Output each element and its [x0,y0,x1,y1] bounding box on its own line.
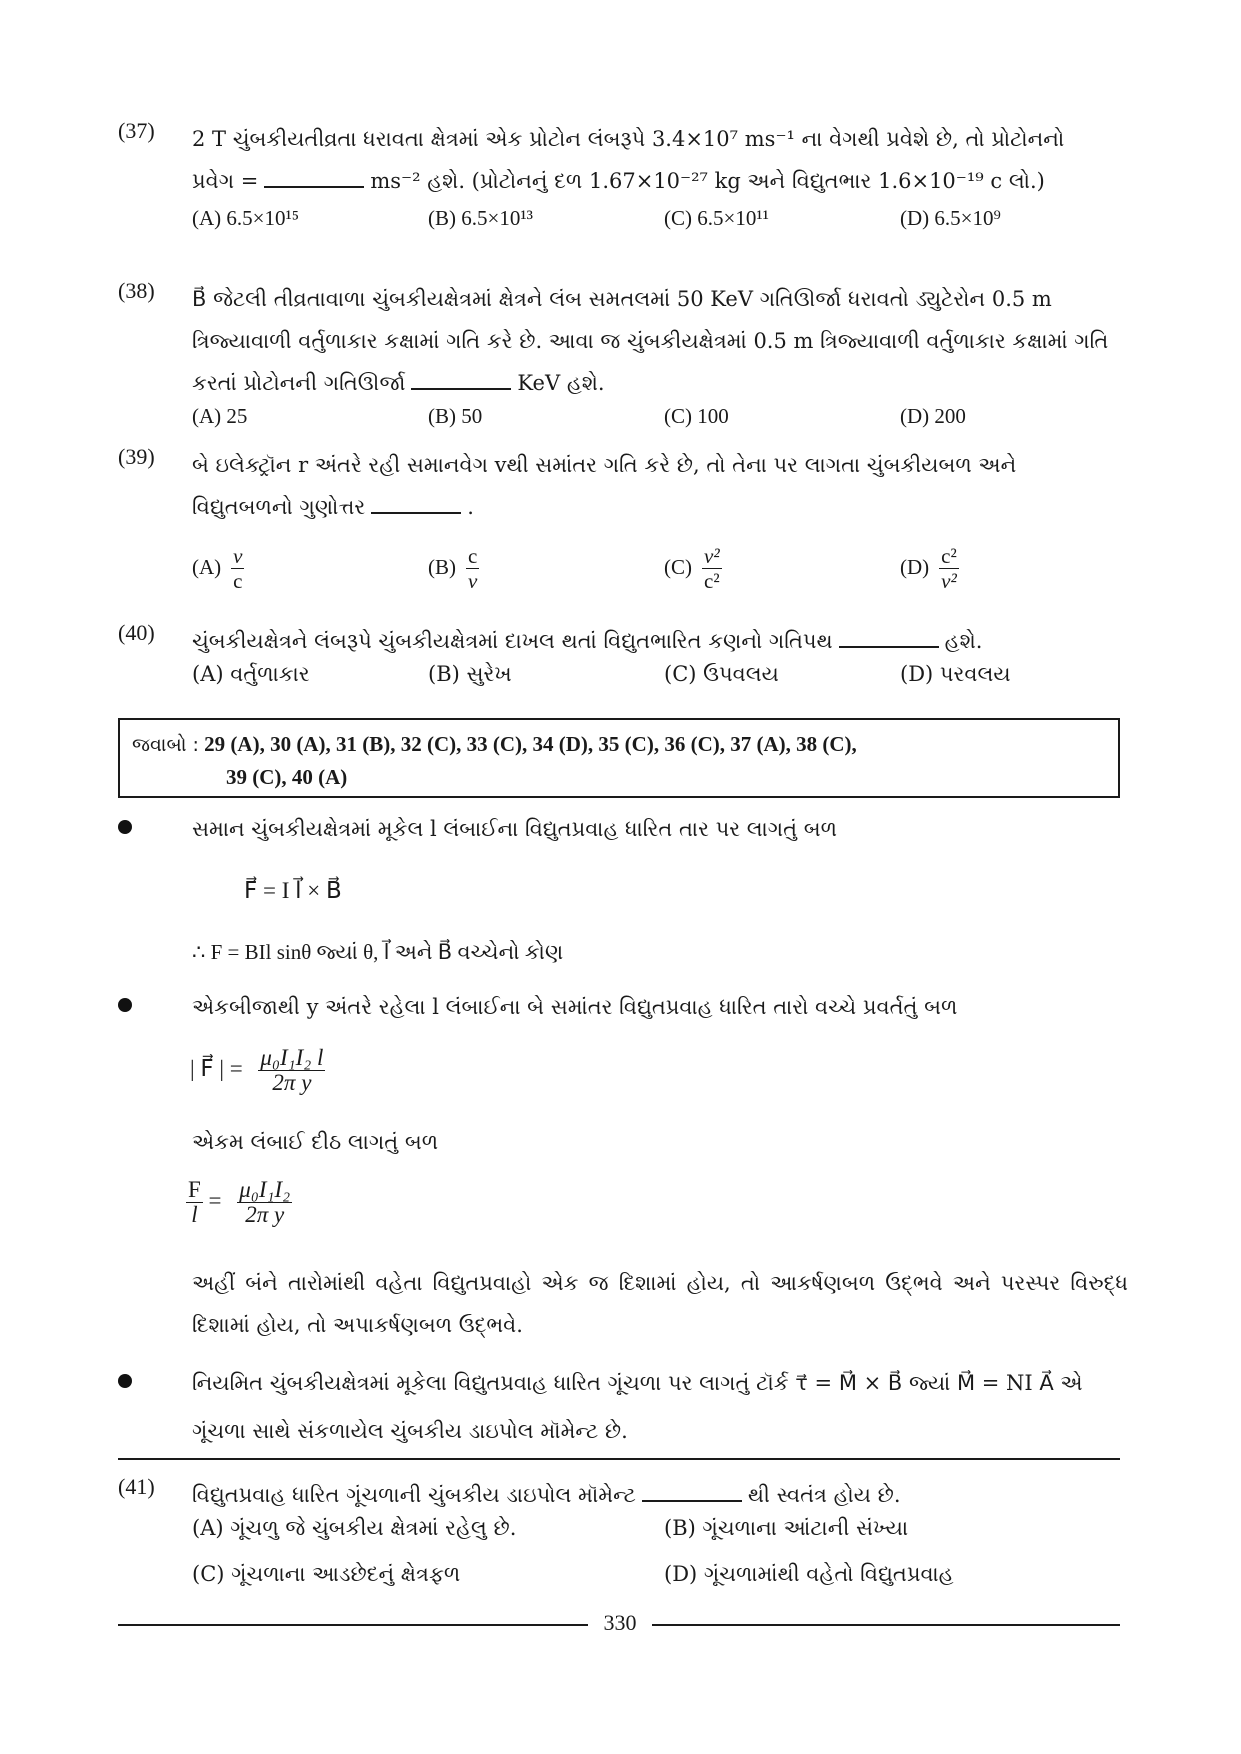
option-c: (C) ગૂંચળાના આડછેદનું ક્ષેત્રફળ [192,1562,461,1586]
force-magnitude-formula: ∴ F = BIl sinθ જ્યાં θ, l⃗ અને B⃗ વચ્ચેનો કોણ [192,940,564,964]
question-text [192,278,1128,404]
fraction-denominator: l [191,1202,198,1227]
bullet-dot [118,1374,132,1388]
question-37 [118,118,1128,246]
footer-rule-left [118,1624,588,1626]
answer-blank [371,494,461,514]
note-line: ગૂંચળા સાથે સંકળાયેલ ચુંબકીય ડાઇપોલ મૉમેન્ટ છે. [192,1419,628,1443]
question-number: (39) [118,444,155,469]
force-per-length-formula [186,1178,292,1227]
answer-key-values: 39 (C), 40 (A) [226,765,348,789]
question-line-part: કરતાં પ્રોટોનની ગતિઊર્જા [192,371,406,395]
fraction-denominator: 2π y [245,1202,285,1227]
question-line [192,160,1128,202]
option-label: (C) [664,555,692,579]
question-line-part: ms⁻² હશે. (પ્રોટોનનું દળ 1.67×10⁻²⁷ kg અને વિદ્યુતભાર 1.6×10⁻¹⁹ c લો.) [370,169,1045,193]
options-row [192,206,1128,246]
option-c: (C) ઉપવલય [664,662,779,686]
option-d: (D) 6.5×10⁹ [900,206,1001,230]
fraction-denominator: v² [941,569,957,593]
question-line [192,1474,1128,1516]
question-number: (41) [118,1474,155,1499]
fraction-numerator: c² [941,544,957,568]
section-divider [118,1458,1120,1460]
option-a: (A) વર્તુળાકાર [192,662,310,686]
question-line-part: ચુંબકીયક્ષેત્રને લંબરૂપે ચુંબકીયક્ષેત્રમાં દાખલ થતાં વિદ્યુતભારિત કણનો ગતિપથ [192,629,833,653]
question-line-part: હશે. [944,629,983,653]
question-line [192,362,1128,404]
fraction-denominator: v [468,569,478,593]
fraction-numerator: v² [704,544,720,568]
answer-key-line [132,728,1106,761]
option-b: (B) 6.5×10¹³ [428,206,533,230]
note-text: એકબીજાથી y અંતરે રહેલા l લંબાઈના બે સમાંતર વિદ્યુતપ્રવાહ ધારિત તારો વચ્ચે પ્રવર્તતું બળ [192,995,958,1019]
note-bullet-3 [118,1362,1128,1452]
question-38 [118,278,1128,444]
note-text: એકમ લંબાઈ દીઠ લાગતું બળ [192,1130,439,1154]
fraction [237,1178,292,1227]
fraction-numerator: c [468,544,478,568]
option-a: (A) ગૂંચળુ જે ચુંબકીય ક્ષેત્રમાં રહેલુ છે. [192,1516,517,1540]
fraction-numerator: v [233,544,243,568]
page-number: 330 [603,1610,637,1635]
question-line [192,486,1128,528]
bullet-dot [118,820,132,834]
option-c [664,544,722,593]
question-number: (40) [118,620,155,645]
options-row [192,544,1128,608]
question-text [192,444,1128,528]
option-a: (A) 25 [192,404,248,428]
note-bullet-1 [118,808,1128,850]
formula-equals: = [208,1187,222,1213]
answer-key-box [118,718,1120,798]
question-text [192,620,1128,662]
option-b: (B) સુરેખ [428,662,512,686]
formula-lhs: | F⃗ | = [190,1055,243,1081]
question-line: બે ઇલેક્ટ્રૉન r અંતરે રહી સમાનવેગ vથી સમાંતર ગતિ કરે છે, તો તેના પર લાગતા ચુંબકીયબળ અને [192,453,1017,477]
question-line: 2 T ચુંબકીયતીવ્રતા ધરાવતા ક્ષેત્રમાં એક પ્રોટોન લંબરૂપે 3.4×10⁷ ms⁻¹ ના વેગથી પ્રવેશે છે, તો પ્રોટોનનો [192,127,1065,151]
note-text [192,1362,1128,1452]
answer-key-values: 29 (A), 30 (A), 31 (B), 32 (C), 33 (C), 34 (D), 35 (C), 36 (C), 37 (A), 38 (C), [204,732,857,756]
note-text: સમાન ચુંબકીયક્ષેત્રમાં મૂકેલ l લંબાઈના વિદ્યુતપ્રવાહ ધારિત તાર પર લાગતું બળ [192,817,837,841]
note-line: નિયમિત ચુંબકીયક્ષેત્રમાં મૂકેલા વિદ્યુતપ્રવાહ ધારિત ગૂંચળા પર લાગતું ટૉર્ક τ⃗ = M⃗ × B⃗ જ્યાં M⃗ = NI A⃗ એ [192,1371,1083,1395]
option-d: (D) 200 [900,404,966,428]
options-row [192,1562,1128,1602]
question-line-part: થી સ્વતંત્ર હોય છે. [747,1483,901,1507]
option-b: (B) ગૂંચળાના આંટાની સંખ્યા [664,1516,909,1540]
question-39 [118,444,1128,608]
parallel-wire-force-formula [190,1046,325,1095]
fraction [466,544,479,593]
fraction-denominator: 2π y [272,1070,312,1095]
question-line-part: KeV હશે. [517,371,605,395]
fraction [258,1046,325,1095]
options-row [192,404,1128,444]
option-label: (D) [900,555,930,579]
answer-blank [642,1482,742,1502]
question-line-part: પ્રવેગ = [192,169,259,193]
note-bullet-2 [118,986,1128,1028]
answer-blank [839,628,939,648]
option-a: (A) 6.5×10¹⁵ [192,206,300,230]
options-row [192,662,1128,702]
question-line-part: વિદ્યુતબળનો ગુણોત્તર [192,495,366,519]
fraction [186,1178,203,1227]
fraction [939,544,959,593]
option-b: (B) 50 [428,404,483,428]
answer-key-label: જવાબો : [132,734,199,756]
option-c: (C) 6.5×10¹¹ [664,206,769,230]
option-label: (A) [192,555,222,579]
options-row [192,1516,1128,1562]
question-number: (38) [118,278,155,303]
fraction-numerator: μ₀I₁I₂ [239,1177,291,1202]
fraction-denominator: c² [704,569,720,593]
option-d: (D) ગૂંચળામાંથી વહેતો વિદ્યુતપ્રવાહ [664,1562,954,1586]
fraction [231,544,244,593]
question-line-part: વિદ્યુતપ્રવાહ ધારિત ગૂંચળાની ચુંબકીય ડાઇપોલ મૉમેન્ટ [192,1483,636,1507]
fraction-denominator: c [233,569,243,593]
answer-blank [264,168,364,188]
fraction-numerator: F [188,1177,201,1202]
footer-rule-right [652,1624,1120,1626]
option-d [900,544,959,593]
option-c: (C) 100 [664,404,729,428]
force-formula: F⃗ = I l⃗ × B⃗ [244,878,342,903]
question-line: B⃗ જેટલી તીવ્રતાવાળા ચુંબકીયક્ષેત્રમાં ક્ષેત્રને લંબ સમતલમાં 50 KeV ગતિઊર્જા ધરાવતો ડ્યુટેરોન 0.5 m [192,287,1052,311]
question-40 [118,620,1128,702]
note-paragraph: અહીં બંને તારોમાંથી વહેતા વિદ્યુતપ્રવાહો એક જ દિશામાં હોય, તો આકર્ષણબળ ઉદ્ભવે અને પરસ્પર વિરુદ્ધ દિશામાં હોય, તો અપાકર્ષણબળ ઉદ્ભવે. [192,1271,1128,1337]
question-text [192,1474,1128,1516]
question-line: ત્રિજ્યાવાળી વર્તુળાકાર કક્ષામાં ગતિ કરે છે. આવા જ ચુંબકીયક્ષેત્રમાં 0.5 m ત્રિજ્યાવાળી વર્તુળાકાર કક્ષામાં ગતિ [192,329,1109,353]
fraction [702,544,722,593]
option-b [428,544,479,593]
fraction-numerator: μ₀I₁I₂ l [260,1045,324,1070]
option-a [192,544,244,593]
option-d: (D) પરવલય [900,662,1011,686]
question-41 [118,1474,1128,1602]
question-text [192,118,1128,202]
question-number: (37) [118,118,155,143]
question-line-part: . [467,495,474,519]
answer-blank [411,370,511,390]
question-line [192,620,1128,662]
bullet-dot [118,998,132,1012]
option-label: (B) [428,555,456,579]
